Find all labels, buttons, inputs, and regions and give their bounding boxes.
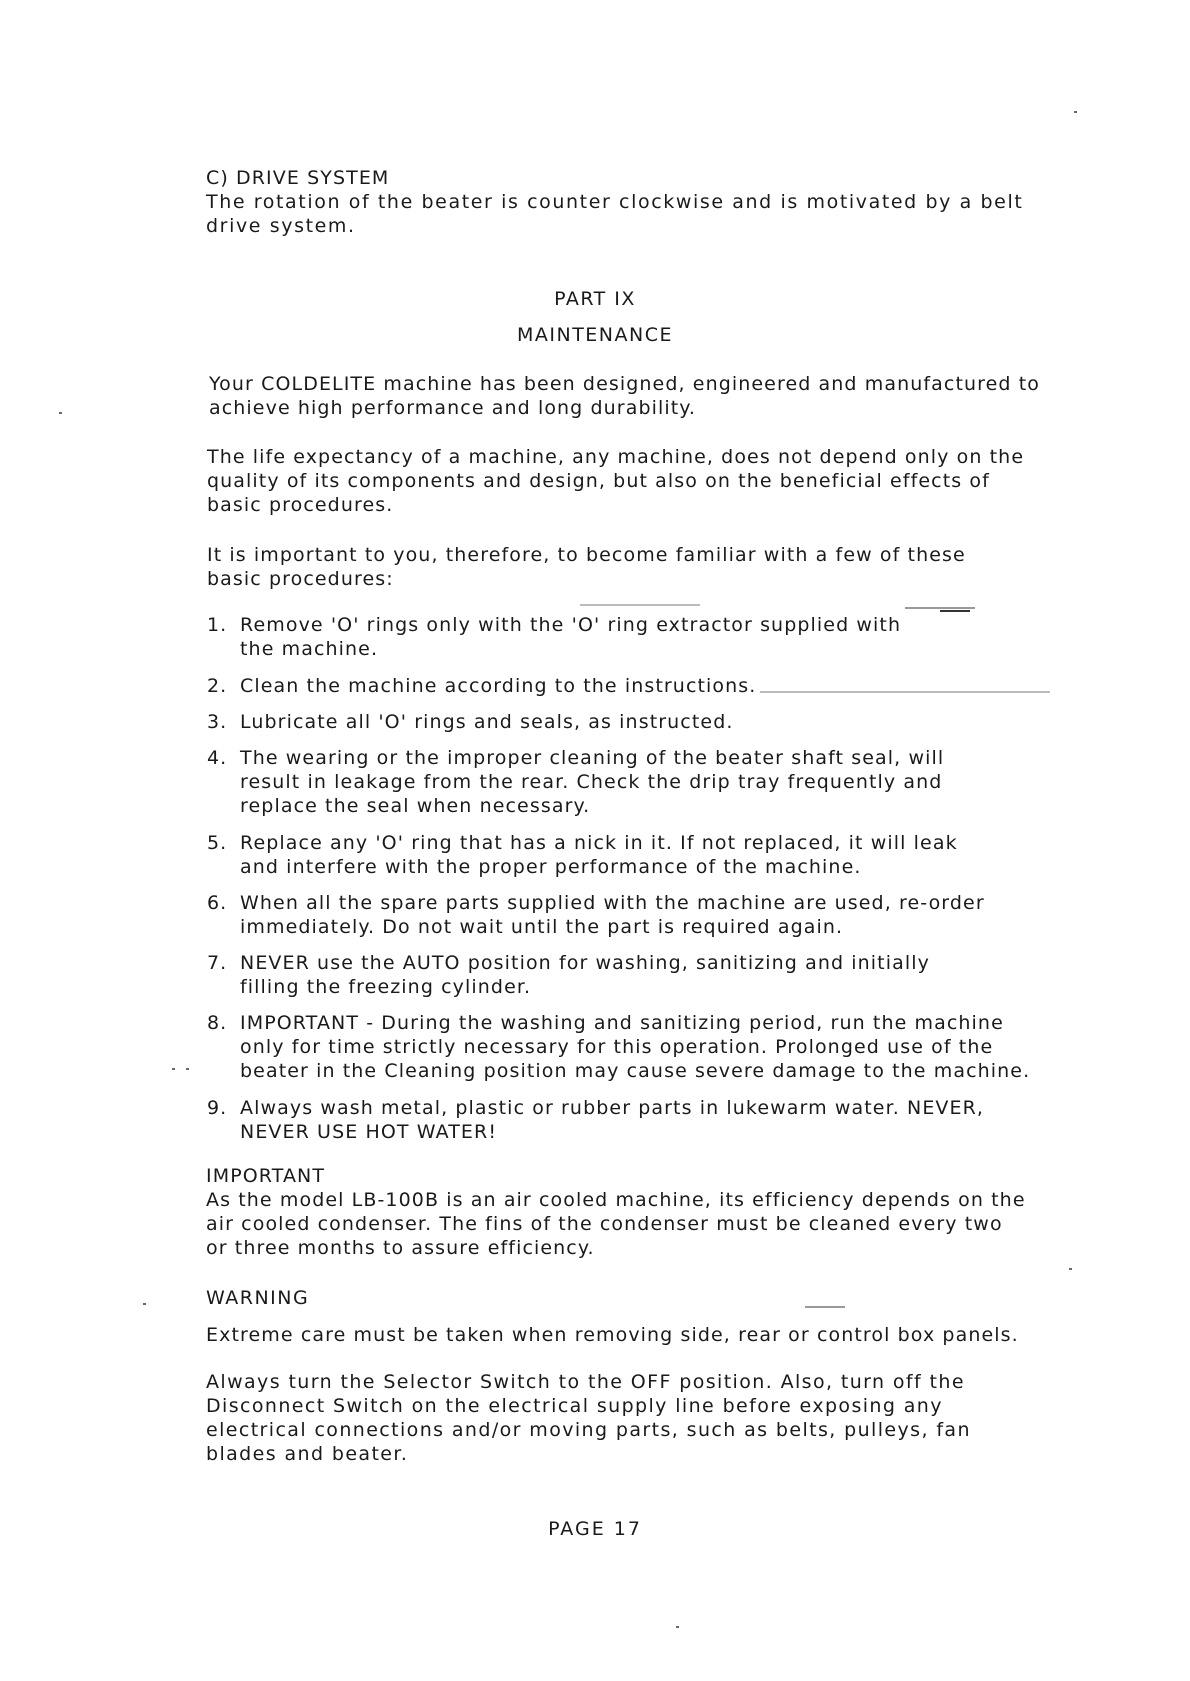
important-line: air cooled condenser. The fins of the condenser must be cleaned every two <box>206 1213 1003 1235</box>
warning-heading: WARNING <box>206 1287 310 1309</box>
important-heading: IMPORTANT <box>206 1165 326 1187</box>
procedure-line: and interfere with the proper performance of the machine. <box>240 856 862 878</box>
intro-paragraph-line: It is important to you, therefore, to become familiar with a few of these <box>207 544 966 566</box>
important-line: As the model LB-100B is an air cooled machine, its efficiency depends on the <box>206 1189 1026 1211</box>
procedure-number: 2. <box>207 675 228 697</box>
procedure-line: NEVER use the AUTO position for washing, sanitizing and initially <box>240 952 930 974</box>
part-subtitle: MAINTENANCE <box>516 324 673 346</box>
procedure-line: IMPORTANT - During the washing and sanitizing period, run the machine <box>240 1012 1004 1034</box>
procedure-number: 7. <box>207 952 228 974</box>
procedure-line: only for time strictly necessary for this operation. Prolonged use of the <box>240 1036 994 1058</box>
procedure-line: Always wash metal, plastic or rubber parts in lukewarm water. NEVER, <box>240 1097 985 1119</box>
procedure-line: The wearing or the improper cleaning of the beater shaft seal, will <box>240 747 945 769</box>
warning-paragraph-line: electrical connections and/or moving parts, such as belts, pulleys, fan <box>206 1419 971 1441</box>
procedure-line: Replace any 'O' ring that has a nick in it. If not replaced, it will leak <box>240 832 958 854</box>
intro-paragraph-line: quality of its components and design, but also on the beneficial effects of <box>207 470 990 492</box>
procedure-line: immediately. Do not wait until the part is required again. <box>240 916 844 938</box>
procedure-number: 4. <box>207 747 228 769</box>
procedure-number: 8. <box>207 1012 228 1034</box>
drive-system-line: The rotation of the beater is counter clockwise and is motivated by a belt <box>206 191 1024 213</box>
procedure-line: filling the freezing cylinder. <box>240 976 532 998</box>
procedure-line: Clean the machine according to the instructions. <box>240 675 757 697</box>
warning-paragraph-line: blades and beater. <box>206 1443 409 1465</box>
intro-paragraph-line: achieve high performance and long durability. <box>209 397 697 419</box>
procedure-line: Remove 'O' rings only with the 'O' ring extractor supplied with <box>240 614 902 636</box>
intro-paragraph-line: basic procedures. <box>207 494 394 516</box>
procedure-line: replace the seal when necessary. <box>240 795 591 817</box>
drive-system-line: drive system. <box>206 215 356 237</box>
page-number: PAGE 17 <box>548 1518 642 1540</box>
procedure-line: beater in the Cleaning position may cause severe damage to the machine. <box>240 1060 1031 1082</box>
procedure-line: When all the spare parts supplied with the machine are used, re-order <box>240 892 985 914</box>
procedure-line: Lubricate all 'O' rings and seals, as instructed. <box>240 711 734 733</box>
warning-paragraph-line: Always turn the Selector Switch to the OFF position. Also, turn off the <box>206 1371 965 1393</box>
warning-paragraph-line: Disconnect Switch on the electrical supply line before exposing any <box>206 1395 943 1417</box>
intro-paragraph-line: The life expectancy of a machine, any machine, does not depend only on the <box>207 446 1025 468</box>
intro-paragraph-line: basic procedures: <box>207 568 394 590</box>
procedure-line: NEVER USE HOT WATER! <box>240 1121 498 1143</box>
important-line: or three months to assure efficiency. <box>206 1237 595 1259</box>
intro-paragraph-line: Your COLDELITE machine has been designed, engineered and manufactured to <box>209 373 1040 395</box>
procedure-number: 1. <box>207 614 228 636</box>
drive-system-heading: C) DRIVE SYSTEM <box>206 167 390 189</box>
procedure-number: 6. <box>207 892 228 914</box>
procedure-line: result in leakage from the rear. Check the drip tray frequently and <box>240 771 943 793</box>
procedure-number: 9. <box>207 1097 228 1119</box>
procedure-number: 3. <box>207 711 228 733</box>
procedure-line: the machine. <box>240 638 379 660</box>
part-title: PART IX <box>554 288 636 310</box>
warning-line: Extreme care must be taken when removing side, rear or control box panels. <box>206 1324 1019 1346</box>
procedure-number: 5. <box>207 832 228 854</box>
